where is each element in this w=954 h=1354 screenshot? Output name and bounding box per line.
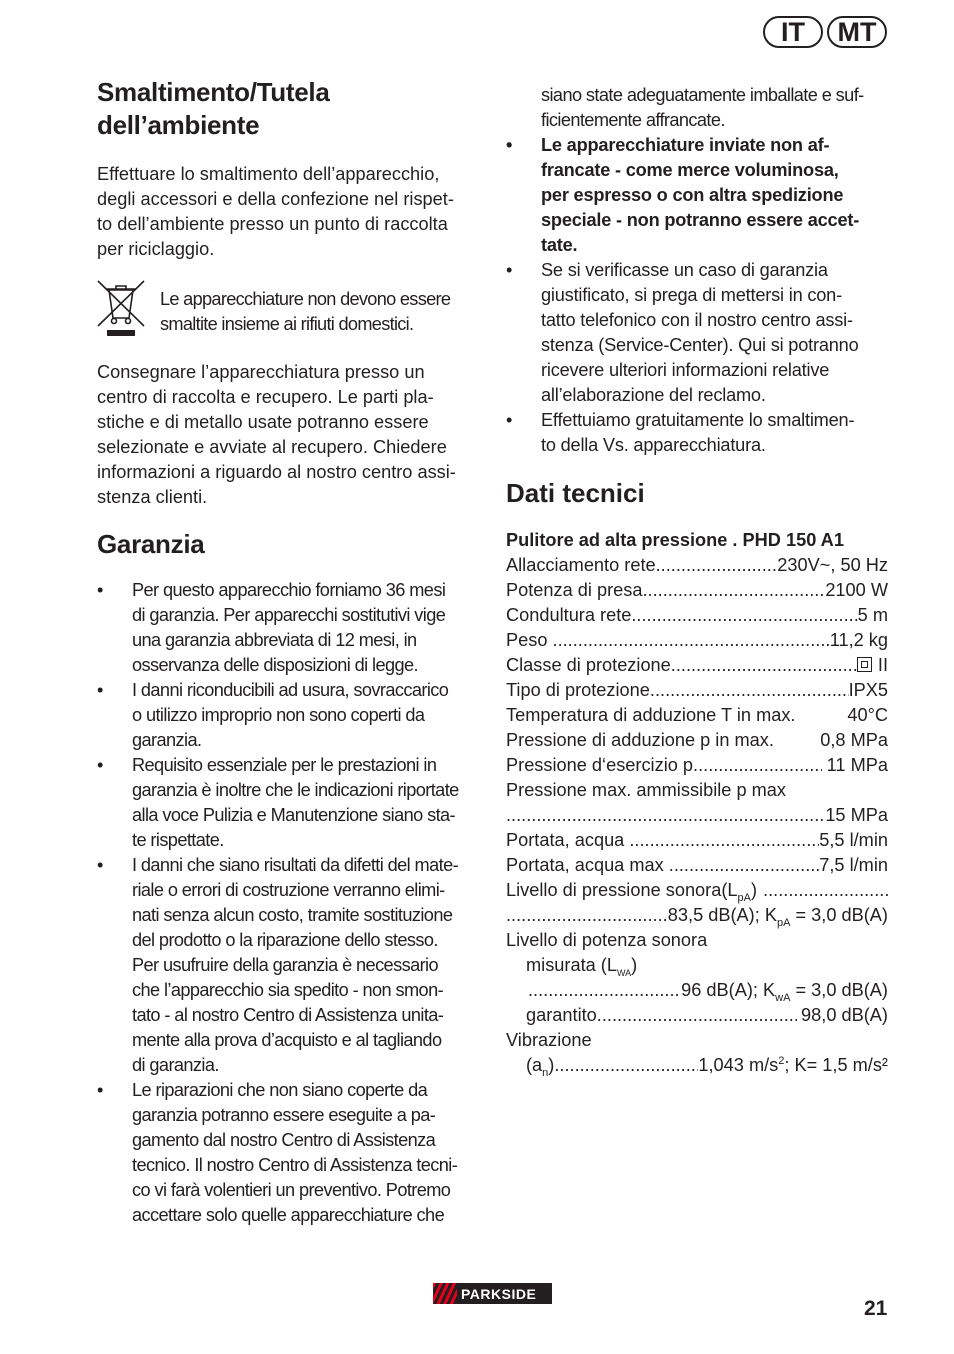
spec-label: Potenza di presa — [506, 580, 643, 600]
leader-dots — [650, 678, 849, 703]
garanzia-heading: Garanzia — [97, 529, 205, 559]
spec-row — [506, 803, 888, 828]
value-text: ; K= 1,5 m/s² — [784, 1055, 888, 1075]
spec-row — [506, 728, 888, 753]
spec-row — [506, 553, 888, 578]
spec-value: II — [877, 655, 888, 675]
text-line: tato - al nostro Centro di Assistenza unita- — [132, 1005, 444, 1025]
page-number: 21 — [864, 1297, 888, 1320]
text-line: stenza clienti. — [97, 487, 208, 507]
spec-value: 11 MPa — [826, 755, 888, 775]
spec-label: garantito — [526, 1005, 597, 1025]
spec-label: Livello di potenza sonora — [506, 930, 708, 950]
spec-value: IPX5 — [848, 680, 888, 700]
text-line: Le apparecchiature non devono essere — [160, 289, 451, 309]
spec-value — [668, 903, 888, 928]
spec-row — [506, 903, 888, 928]
spec-row — [506, 603, 888, 628]
leader-dots — [757, 878, 888, 903]
text-line: per riciclaggio. — [97, 239, 215, 259]
spec-row — [506, 703, 888, 728]
spec-value — [698, 1053, 888, 1078]
leader-dots — [693, 753, 822, 778]
spec-value: 7,5 l/min — [819, 855, 888, 875]
text-line: francate - come merce voluminosa, — [541, 160, 839, 180]
spec-label — [526, 953, 637, 978]
leader-dots — [629, 828, 819, 853]
spec-row — [506, 1053, 888, 1078]
text-line: I danni riconducibili ad usura, sovraccarico — [132, 680, 449, 700]
text-line: osservanza delle disposizioni di legge. — [132, 655, 418, 675]
garanzia-continuation — [506, 83, 888, 133]
label-text: misurata (L — [526, 955, 617, 975]
list-item — [506, 133, 888, 258]
text-line: stenza (Service-Center). Qui si potranno — [541, 335, 859, 355]
text-line: che l’apparecchio sia spedito - non smon- — [132, 980, 444, 1000]
spec-row — [506, 828, 888, 853]
spec-label: Pressione di adduzione p in max. — [506, 730, 774, 750]
value-text: = 3,0 dB(A) — [790, 905, 888, 925]
crossed-out-wheelie-bin-icon — [95, 278, 147, 338]
leader-dots — [597, 1003, 797, 1028]
leader-dots — [643, 578, 826, 603]
list-item — [97, 678, 482, 753]
spec-value: 5,5 l/min — [819, 830, 888, 850]
spec-value: 11,2 kg — [829, 630, 888, 650]
spec-row — [506, 778, 888, 803]
text-line: riale o errori di costruzione verranno elimi- — [132, 880, 445, 900]
text-line: Le apparecchiature inviate non af- — [541, 135, 830, 155]
text-line: del prodotto o la riparazione dello stesso. — [132, 930, 438, 950]
left-column — [97, 76, 482, 1228]
logo-text: PARKSIDE — [461, 1285, 537, 1302]
leader-dots — [506, 803, 825, 828]
spec-value: 5 m — [857, 605, 888, 625]
spec-value: 15 MPa — [825, 805, 888, 825]
text-line: garanzia è inoltre che le indicazioni riportate — [132, 780, 459, 800]
text-line: Requisito essenziale per le prestazioni in — [132, 755, 437, 775]
list-item — [506, 408, 888, 458]
text-line: tecnico. Il nostro Centro di Assistenza tecni- — [132, 1155, 458, 1175]
spec-row — [506, 928, 888, 953]
leader-dots — [553, 628, 830, 653]
spec-label: Vibrazione — [506, 1030, 592, 1050]
spec-value: 98,0 dB(A) — [801, 1005, 888, 1025]
weee-notice — [97, 278, 482, 340]
spec-value: 230V~, 50 Hz — [777, 555, 888, 575]
text-line: tate. — [541, 235, 578, 255]
spec-row — [506, 853, 888, 878]
language-badge-it: IT — [763, 16, 823, 48]
smaltimento-heading-line-2: dell’ambiente — [97, 110, 260, 140]
text-line: Per usufruire della garanzia è necessario — [132, 955, 438, 975]
language-badge-mt: MT — [827, 16, 887, 48]
text-line: garanzia. — [132, 730, 202, 750]
smaltimento-heading-line-1: Smaltimento/Tutela — [97, 77, 330, 107]
list-item — [97, 853, 482, 1078]
product-name: Pulitore ad alta pressione . PHD 150 A1 — [506, 530, 844, 550]
spec-row — [506, 978, 888, 1003]
text-line: Effettuiamo gratuitamente lo smaltimen- — [541, 410, 855, 430]
text-line: stiche e di metallo usate potranno essere — [97, 412, 429, 432]
text-line: giustificato, si prega di mettersi in con- — [541, 285, 842, 305]
spec-label: Condultura rete — [506, 605, 632, 625]
spec-row — [506, 1003, 888, 1028]
text-line: Le riparazioni che non siano coperte da — [132, 1080, 428, 1100]
leader-dots — [506, 903, 668, 928]
logo-stripes-icon — [433, 1283, 457, 1304]
list-item — [97, 1078, 482, 1228]
spec-label: Allacciamento rete — [506, 555, 656, 575]
text-line: una garanzia abbreviata di 12 mesi, in — [132, 630, 417, 650]
spec-value: 0,8 MPa — [820, 730, 888, 750]
spec-row — [506, 753, 888, 778]
text-line: Consegnare l’apparecchiatura presso un — [97, 362, 425, 382]
text-line: smaltite insieme ai rifiuti domestici. — [160, 314, 414, 334]
spec-label: Portata, acqua — [506, 830, 630, 850]
spec-label: Pressione d‘esercizio p — [506, 755, 694, 775]
parkside-logo — [433, 1283, 552, 1304]
spec-row — [506, 578, 888, 603]
text-line: Effettuare lo smaltimento dell’apparecchio, — [97, 164, 440, 184]
text-line: ficientemente affrancate. — [541, 110, 725, 130]
text-line: I danni che siano risultati da difetti del mate- — [132, 855, 459, 875]
spec-value-wrapper — [857, 653, 888, 678]
spec-row — [506, 628, 888, 653]
leader-dots — [671, 653, 857, 678]
text-line: per espresso o con altra spedizione — [541, 185, 844, 205]
text-line: all’elaborazione del reclamo. — [541, 385, 766, 405]
weee-text — [160, 287, 450, 340]
text-line: to dell’ambiente presso un punto di raccolta — [97, 214, 448, 234]
value-subscript: pA — [776, 917, 791, 929]
text-line: te rispettate. — [132, 830, 224, 850]
label-text: (a — [526, 1055, 543, 1075]
smaltimento-paragraph-2 — [97, 360, 482, 510]
value-text: 83,5 dB(A); K — [667, 905, 777, 925]
spec-label: Temperatura di adduzione T in max. — [506, 705, 796, 725]
spec-label: Portata, acqua max — [506, 855, 669, 875]
spec-label — [506, 878, 757, 903]
spec-label: Classe di protezione — [506, 655, 671, 675]
text-line: Per questo apparecchio forniamo 36 mesi — [132, 580, 446, 600]
label-subscript: n — [542, 1067, 549, 1079]
right-column — [506, 83, 888, 1078]
spec-row — [506, 953, 888, 978]
text-line: Se si verificasse un caso di garanzia — [541, 260, 828, 280]
label-subscript: pA — [737, 892, 751, 904]
text-line: o utilizzo improprio non sono coperti da — [132, 705, 425, 725]
label-text: ) — [548, 1055, 555, 1075]
text-line: di garanzia. — [132, 1055, 219, 1075]
text-line: nati senza alcun costo, tramite sostituzione — [132, 905, 453, 925]
text-line: siano state adeguatamente imballate e suf- — [541, 85, 864, 105]
value-text: = 3,0 dB(A) — [790, 980, 888, 1000]
spec-value: 2100 W — [825, 580, 888, 600]
leader-dots — [669, 853, 819, 878]
text-line: gamento dal nostro Centro di Assistenza — [132, 1130, 436, 1150]
value-subscript: wA — [775, 992, 791, 1004]
text-line: degli accessori e della confezione nel rispet- — [97, 189, 454, 209]
text-line: di garanzia. Per apparecchi sostitutivi vige — [132, 605, 446, 625]
value-superscript: 2 — [778, 1054, 785, 1067]
leader-dots — [528, 978, 681, 1003]
spec-value: 40°C — [847, 705, 888, 725]
text-line: tatto telefonico con il nostro centro assi- — [541, 310, 853, 330]
list-item — [97, 578, 482, 678]
label-text: ) — [631, 955, 638, 975]
list-item — [506, 258, 888, 408]
spec-row — [506, 1028, 888, 1053]
text-line: garanzia potranno essere eseguite a pa- — [132, 1105, 436, 1125]
spec-value — [681, 978, 888, 1003]
text-line: selezionate e avviate al recupero. Chiedere — [97, 437, 447, 457]
text-line: to della Vs. apparecchiatura. — [541, 435, 766, 455]
text-line: informazioni a riguardo al nostro centro assi- — [97, 462, 456, 482]
leader-dots — [554, 1053, 698, 1078]
language-badges — [763, 16, 887, 48]
value-text: 96 dB(A); K — [681, 980, 776, 1000]
text-line: speciale - non potranno essere accet- — [541, 210, 860, 230]
leader-dots — [656, 553, 778, 578]
spec-label: Peso — [506, 630, 553, 650]
leader-dots — [631, 603, 857, 628]
text-line: accettare solo quelle apparecchiature che — [132, 1205, 445, 1225]
label-text: Livello di pressione sonora(L — [506, 880, 738, 900]
spec-row — [506, 678, 888, 703]
text-line: mente alla prova d’acquisto e al tagliando — [132, 1030, 442, 1050]
text-line: ricevere ulteriori informazioni relative — [541, 360, 830, 380]
text-line: centro di raccolta e recupero. Le parti pla- — [97, 387, 434, 407]
text-line: alla voce Pulizia e Manutenzione siano sta- — [132, 805, 455, 825]
class-ii-double-square-icon — [857, 657, 872, 672]
smaltimento-paragraph-1 — [97, 162, 482, 262]
garanzia-list — [97, 578, 482, 1228]
dati-tecnici-heading: Dati tecnici — [506, 478, 645, 508]
text-line: co vi farà volentieri un preventivo. Potremo — [132, 1180, 451, 1200]
garanzia-list-continued — [506, 133, 888, 458]
value-text: 1,043 m/s — [698, 1055, 779, 1075]
spec-label — [526, 1053, 554, 1078]
spec-label: Tipo di protezione — [506, 680, 650, 700]
label-subscript: WA — [616, 968, 632, 978]
spec-row — [506, 878, 888, 903]
label-text: ) — [751, 880, 758, 900]
spec-row — [506, 653, 888, 678]
smaltimento-heading — [97, 76, 482, 142]
list-item — [97, 753, 482, 853]
spec-label: Pressione max. ammissibile p max — [506, 780, 786, 800]
